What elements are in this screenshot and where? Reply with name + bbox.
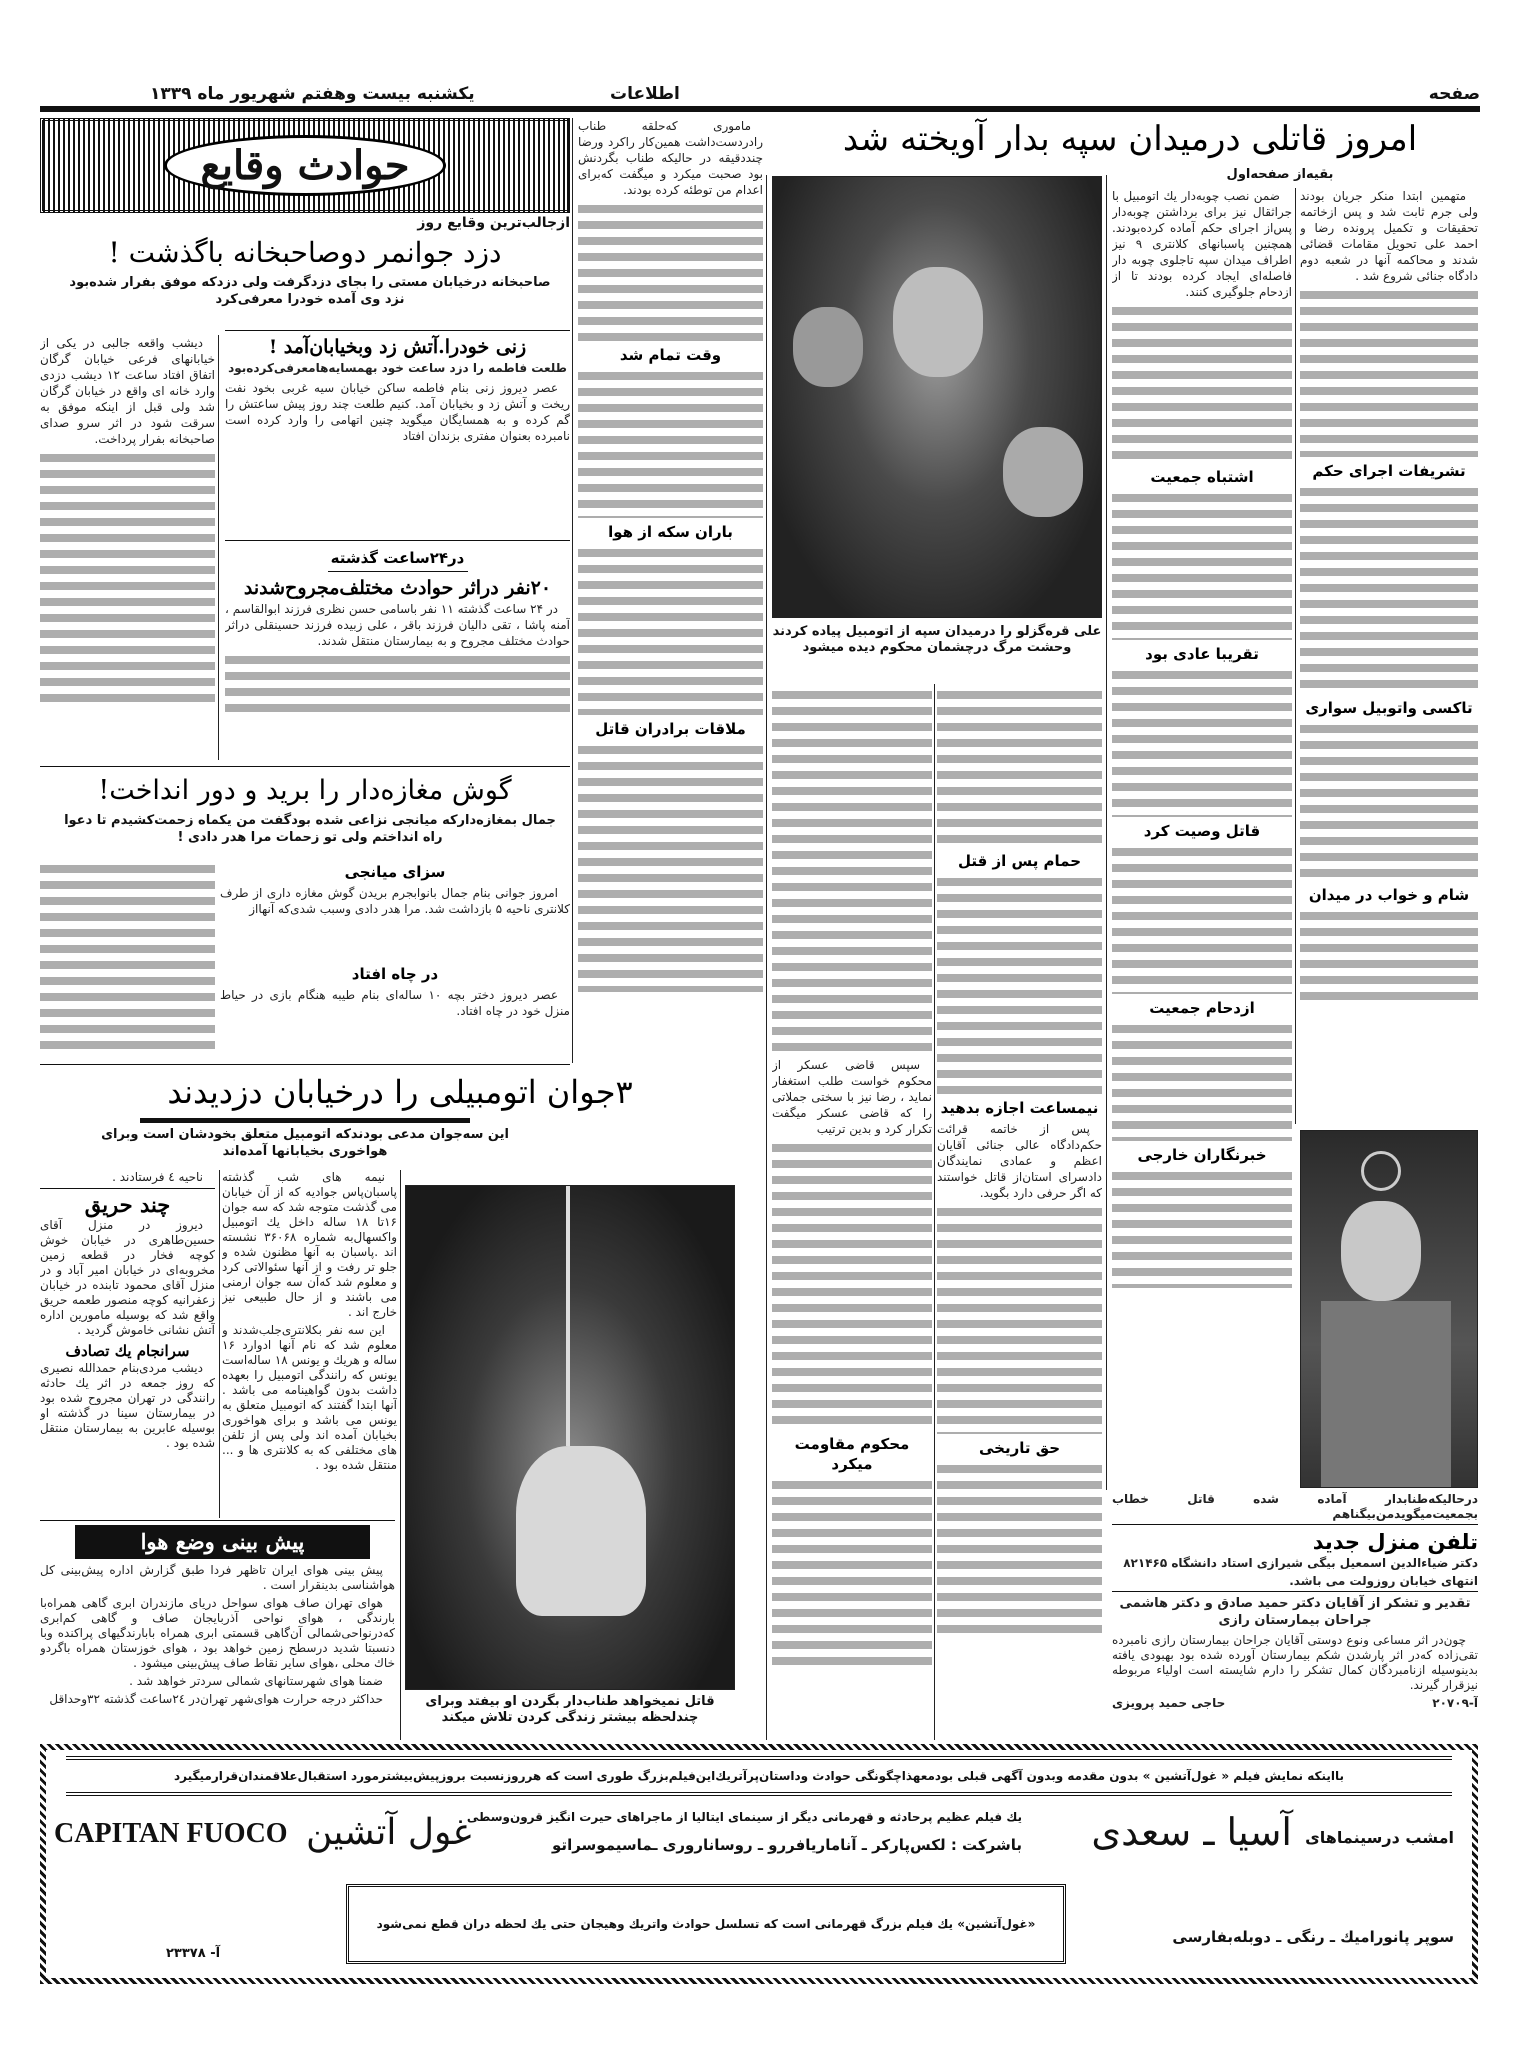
weather-logo: پیش بینی وضع هوا xyxy=(75,1525,370,1559)
story1-headline: دزد جوانمر دوصاحبخانه باگذشت ! xyxy=(108,236,502,269)
ad-tagline: یك فیلم عظیم پرحادثه و قهرمانی دیگر از سینمای ایتالیا از ماجراهای حیرت انگیز قرون‌وسطی xyxy=(466,1810,1022,1824)
photo1-caption: علی قره‌گزلو را درمیدان سپه از اتومبیل پیاده کردند وحشت مرگ درچشمان محکوم دیده میشود xyxy=(772,624,1102,655)
film-advertisement xyxy=(40,1744,1478,1984)
ad-tonight: امشب درسینماهای xyxy=(1305,1828,1454,1847)
ad-title-en: CAPITAN FUOCO xyxy=(54,1818,288,1849)
ad-title-fa: غول آتشین xyxy=(306,1812,472,1853)
story5: در چاه افتاد عصر دیروز دختر بچه ۱۰ ساله‌ای بنام طیبه هنگام بازی در حیاط منزل خود در چاه افتاد. xyxy=(220,965,570,1018)
middle-left-column: سپس قاضی عسکر از محکوم خواست طلب استغفار نماید ، رضا نیز با سختی جملاتی را که قاضی عسکر میگفت تکرار کرد و بدین ترتیب محکوم مقاومت میکرد xyxy=(772,684,932,1740)
section-logo xyxy=(40,118,570,213)
fires-body: دیروز در منزل آقای حسین‌طاهری در خیابان خوش کوچه فخار در قطعه زمین مخروبه‌ای در خیابان امیر آباد و در منزل آقای محمود تابنده در خیابان زعفرانیه کوچه منصور طعمه حریق واقع شد که بوسیله مامورین اداره آتش نشانی خاموش گردید . xyxy=(40,1218,215,1337)
story2-body: عصر دیروز زنی بنام فاطمه ساکن خیابان سیه غربی بخود نفت ریخت و آتش زد و بخیابان آمد. کنیم طلعت چند روز پیش ساعتش را گم کرده و به همسایگان میگوید چنین اتهامی را وارد کرده است نامبرده بعنوان مفتری بزندان افتاد xyxy=(225,381,570,443)
story6-tail: ناحیه ٤ فرستادند . xyxy=(112,1170,203,1184)
story3-kicker: در۲۴ساعت گذشته xyxy=(330,549,465,567)
right-column-2: ضمن نصب چوبه‌دار یك اتومبیل با جراثقال نیز برای برداشتن چوبه‌دار پس‌از اجرای حکم آماده کرده‌بودند. همچنین پاسبانهای کلانتری ۹ نیز اطراف میدان سپه تاجلوی چوبه دار فاصله‌ای ایجاد کرده بودند تا از ازدحام جلوگیری کنند. اشتباه جمعیت تقریبا عادی بود قاتل وصیت کرد ازدحام جمعیت خبرنگاران خارجی xyxy=(1112,188,1292,1488)
accident-body: دیشب مردی‌بنام حمدالله نصیری که روز جمعه در اثر یك حادثه رانندگی در تهران مجروح شده بود در بیمارستان سینا در گذشته او بوسیله عابرین به بیمارستان منتقل شده بود . xyxy=(40,1361,215,1450)
story1-sub: صاحبخانه درخیابان مستی را بجای دزدگرفت ولی دزدکه موفق بفرار شده‌بود نزد وی آمده خودرا معرفی‌کرد xyxy=(69,275,551,307)
story2 xyxy=(225,334,570,538)
ad-code: آ- ۲۳۳۷۸ xyxy=(166,1946,221,1961)
story4-body-cont xyxy=(40,858,215,1058)
section-tagline: ازجالب‌ترین وقایع روز xyxy=(417,215,570,231)
story3-headline: ۲۰نفر دراثر حوادث مختلف‌مجروح‌شدند xyxy=(243,577,552,599)
photo3-caption: قاتل نمیخواهد طناب‌دار بگردن او بیفتد وبرای چندلحظه بیشتر زندگی کردن تلاش میکند xyxy=(425,1694,715,1725)
middle-right-column: حمام پس از قتل نیمساعت اجازه بدهید پس از خاتمه قرائت حکم‌دادگاه عالی جنائی آقایان اعظم و عمادی نمایندگان دادسرای استان‌از قاتل خواستند که اگر حرفی دارد بگوید. حق تاریخی xyxy=(937,684,1102,1740)
main-headline: امروز قاتلی درمیدان سپه بدار آویخته شد xyxy=(842,119,1418,159)
ad-top-banner: بااینکه نمایش فیلم « غول‌آتشین » بدون مقدمه وبدون آگهی قبلی بودمعهذاچگونگی حوادث وداستان‌پرآتریك‌این‌فیلم‌بزرگ طوری است که هرروزنسبت بروزپیش‌بیشترمورد استقبال‌علاقمندان‌قرارمیگیرد xyxy=(66,1756,1452,1796)
right-column-1: متهمین ابتدا منکر جریان بودند ولی جرم ثابت شد و پس ازخاتمه تحقیقات و تکمیل پرونده رضا و احمد علی تحویل مقامات قضائی شدند و محاکمه آنها در شعبه دوم دادگاه جنائی شروع شد . تشریفات اجرای حکم تاکسی واتوبیل سواری شام و خواب در میدان xyxy=(1300,188,1478,1124)
thanks-signature: حاجی حمید پرویزی xyxy=(1112,1696,1226,1710)
story4-headline: گوش مغازه‌دار را برید و دور انداخت! xyxy=(98,775,512,806)
ad-bottom-banner: «غول‌آتشین» یك فیلم بزرگ قهرمانی است که تسلسل حوادث واتریك وهیجان حتی یك لحظه دران قطع نمی‌شود xyxy=(346,1884,1066,1964)
fires-column xyxy=(40,1170,215,1518)
story4-sub: جمال بمغازه‌دارکه میانجی نزاعی شده بودگفت من یکماه زحمت‌کشیدم تا دعوا راه انداختم ولی تو زحمات مرا هدر دادی ! xyxy=(64,813,556,845)
photo-convict-arrival xyxy=(772,176,1102,618)
story6-sub: این سه‌جوان مدعی بودندکه اتومبیل متعلق بخودشان است وبرای هواخوری بخیابانها آمده‌اند xyxy=(101,1127,509,1159)
accident-headline: سرانجام یك تصادف xyxy=(65,1342,190,1360)
ad-format: سوپر پانوراميك ـ رنگی ـ دوبله‌بفارسی xyxy=(1172,1928,1454,1946)
story3-body: در ۲۴ ساعت گذشته ۱۱ نفر باسامی حسن نظری فرزند ابوالقاسم ، آمنه پاشا ، تقی دالیان فرزند باقر ، علی زبیده فرزند حسینقلی دراثر حوادث مختلف مجروح و به بیمارستان منتقل شدند. xyxy=(225,602,570,648)
phone-notice-body2: انتهای خیابان روزولت می باشد. xyxy=(1112,1574,1478,1592)
paper-name: اطلاعات xyxy=(610,84,680,104)
thanks-code: آ-۲۰۷۰۹ xyxy=(1432,1696,1478,1710)
photo-noose xyxy=(1300,1130,1478,1488)
photo-hanging-struggle xyxy=(405,1185,735,1690)
photo2-caption: درحالیکه‌طنابدار آماده شده قاتل خطاب بجمعیت‌میگوید‌من‌بیگناهم xyxy=(1112,1492,1478,1525)
ad-cast: باشرکت : لکس‌پارکر ـ آناماریافررو ـ روساناروری ـماسیموسراتو xyxy=(552,1836,1022,1854)
story1-body: دیشب واقعه جالبی در یکی از خیابانهای فرعی خیابان گرگان اتفاق افتاد ساعت ۱۲ دیشب دزدی وارد خانه ای واقع در خیابان گرگان شد ولی قبل از اینکه موفق به سرقت شود در اثر سرو صدای صاحبخانه بفرار پرداخت. xyxy=(40,335,215,760)
continued-label: بقیه‌از صفحه‌اول xyxy=(1226,167,1334,182)
fires-headline: چند حریق xyxy=(84,1192,171,1217)
thanks-title: تقدیر و تشکر از آقایان دکتر حمید صادق و دکتر هاشمی جراحان بیمارستان رازی xyxy=(1119,1596,1471,1628)
story3 xyxy=(225,544,570,762)
masthead-rule xyxy=(40,106,1480,112)
story2-sub: طلعت فاطمه را دزد ساعت خود بهمسایه‌هامعرفی‌کرده‌بود xyxy=(228,361,567,375)
phone-notice-title: تلفن منزل جدید xyxy=(1312,1530,1478,1554)
story6-body: نیمه های شب گذشته پاسبان‌پاس جوادیه که از آن خیابان می گذشت متوجه شد که سه جوان ۱۶تا ۱۸ ساله داخل یك اتومبیل واکسهال‌به شماره ۳۶۰۶۸ نشسته اند .پاسبان به آنها مظنون شده و جلو تر رفت و از آنها سئوالاتی کرد و معلوم شد که‌آن سه جوان ارمنی می باشند و از حال طبیعی نیز خارج اند . این سه نفر بکلانتری‌جلب‌شدند و معلوم شد که نام آنها ادوارد ۱۶ ساله و هریك و یونس ۱۸ ساله‌است یونس که رانندگی اتومبیل را بعهده داشت بدون گواهینامه می باشد . آنها ابتدا گفتند که اتومبیل متعلق به یونس می باشد و برای هواخوری بخیابان آمده اند ولی پس از تلفن های مختلفی که به کلانتری ها و ... منتقل شده بود . xyxy=(222,1170,397,1472)
middle-column: ماموری که‌حلقه طناب را‌دردست‌داشت همین‌کار را‌کرد ورضا چنددقیقه در حالیکه طناب بگردنش بود صحبت میکرد و میگفت که‌برای اعدام من توطئه کرده بودند. وقت تمام شد باران سکه از هوا ملاقات برادران قاتل xyxy=(578,118,763,1063)
thanks-body: چون‌در اثر مساعی ونوع دوستی آقایان جراحان بیمارستان رازی نامبرده تقی‌زاده که‌در اثر پارشدن شکم بیمارستان آورده شده بود بهبودی یافته بدینوسیله ازنامبردگان کمال تشکر را دارم شایسته است اولیاء مربوطه نیزقرار گیرند. xyxy=(1112,1633,1478,1692)
story6-headline: ۳جوان اتومبیلی را درخیابان دزدیدند xyxy=(167,1073,633,1111)
issue-date: یکشنبه بیست وهفتم شهریور ماه ۱۳۳۹ xyxy=(150,84,475,104)
story4-body: سزای میانجی امروز جوانی بنام جمال بانوابجرم بریدن گوش مغازه داری از طرف کلانتری ناحیه ۵ بازداشت شد. مرا هدر دادی وسبب شدی‌که آنهااز xyxy=(220,863,570,916)
story2-headline: زنی خودرا.آتش زد وبخیابان‌آمد ! xyxy=(268,336,527,358)
section-logo-text: حوادث وقایع xyxy=(164,135,447,196)
ad-cinemas: آسیا ـ سعدی xyxy=(1091,1810,1292,1854)
page-label: صفحه xyxy=(1428,84,1480,104)
phone-notice-body: دکتر ضیاءالدین اسمعیل بیگی شیرازی استاد دانشگاه ۸۲۱۴۶۵ xyxy=(1123,1556,1478,1570)
notices-block xyxy=(1112,1492,1478,1742)
weather-body: پیش بینی هوای ایران تاظهر فردا طبق گزارش اداره پیش‌بینی کل هواشناسی بدینقرار است . هوای تهران صاف هوای سواحل دریای مازندران ابری گاهی همراه‌با بارندگی ، هوای نواحی آذربایجان صاف و گاهی کم‌ابری که‌درنواحی‌شمالی آن‌گاهی قسمتی ابری همراه بابارندگیهای پراکنده وبا دنسبتا شدید درسطح زمین خواهد بود ، هوای خوزستان همراه باگردو خاك محلی ،هوای سایر نقاط صاف پیش‌بینی میشود . ضمنا هوای شهرستانهای شمالی سردتر خواهد شد . حداکثر درجه حرارت هوای‌شهر تهران‌در ۲٤ساعت گذشته ۳۲وحداقل xyxy=(40,1563,395,1706)
